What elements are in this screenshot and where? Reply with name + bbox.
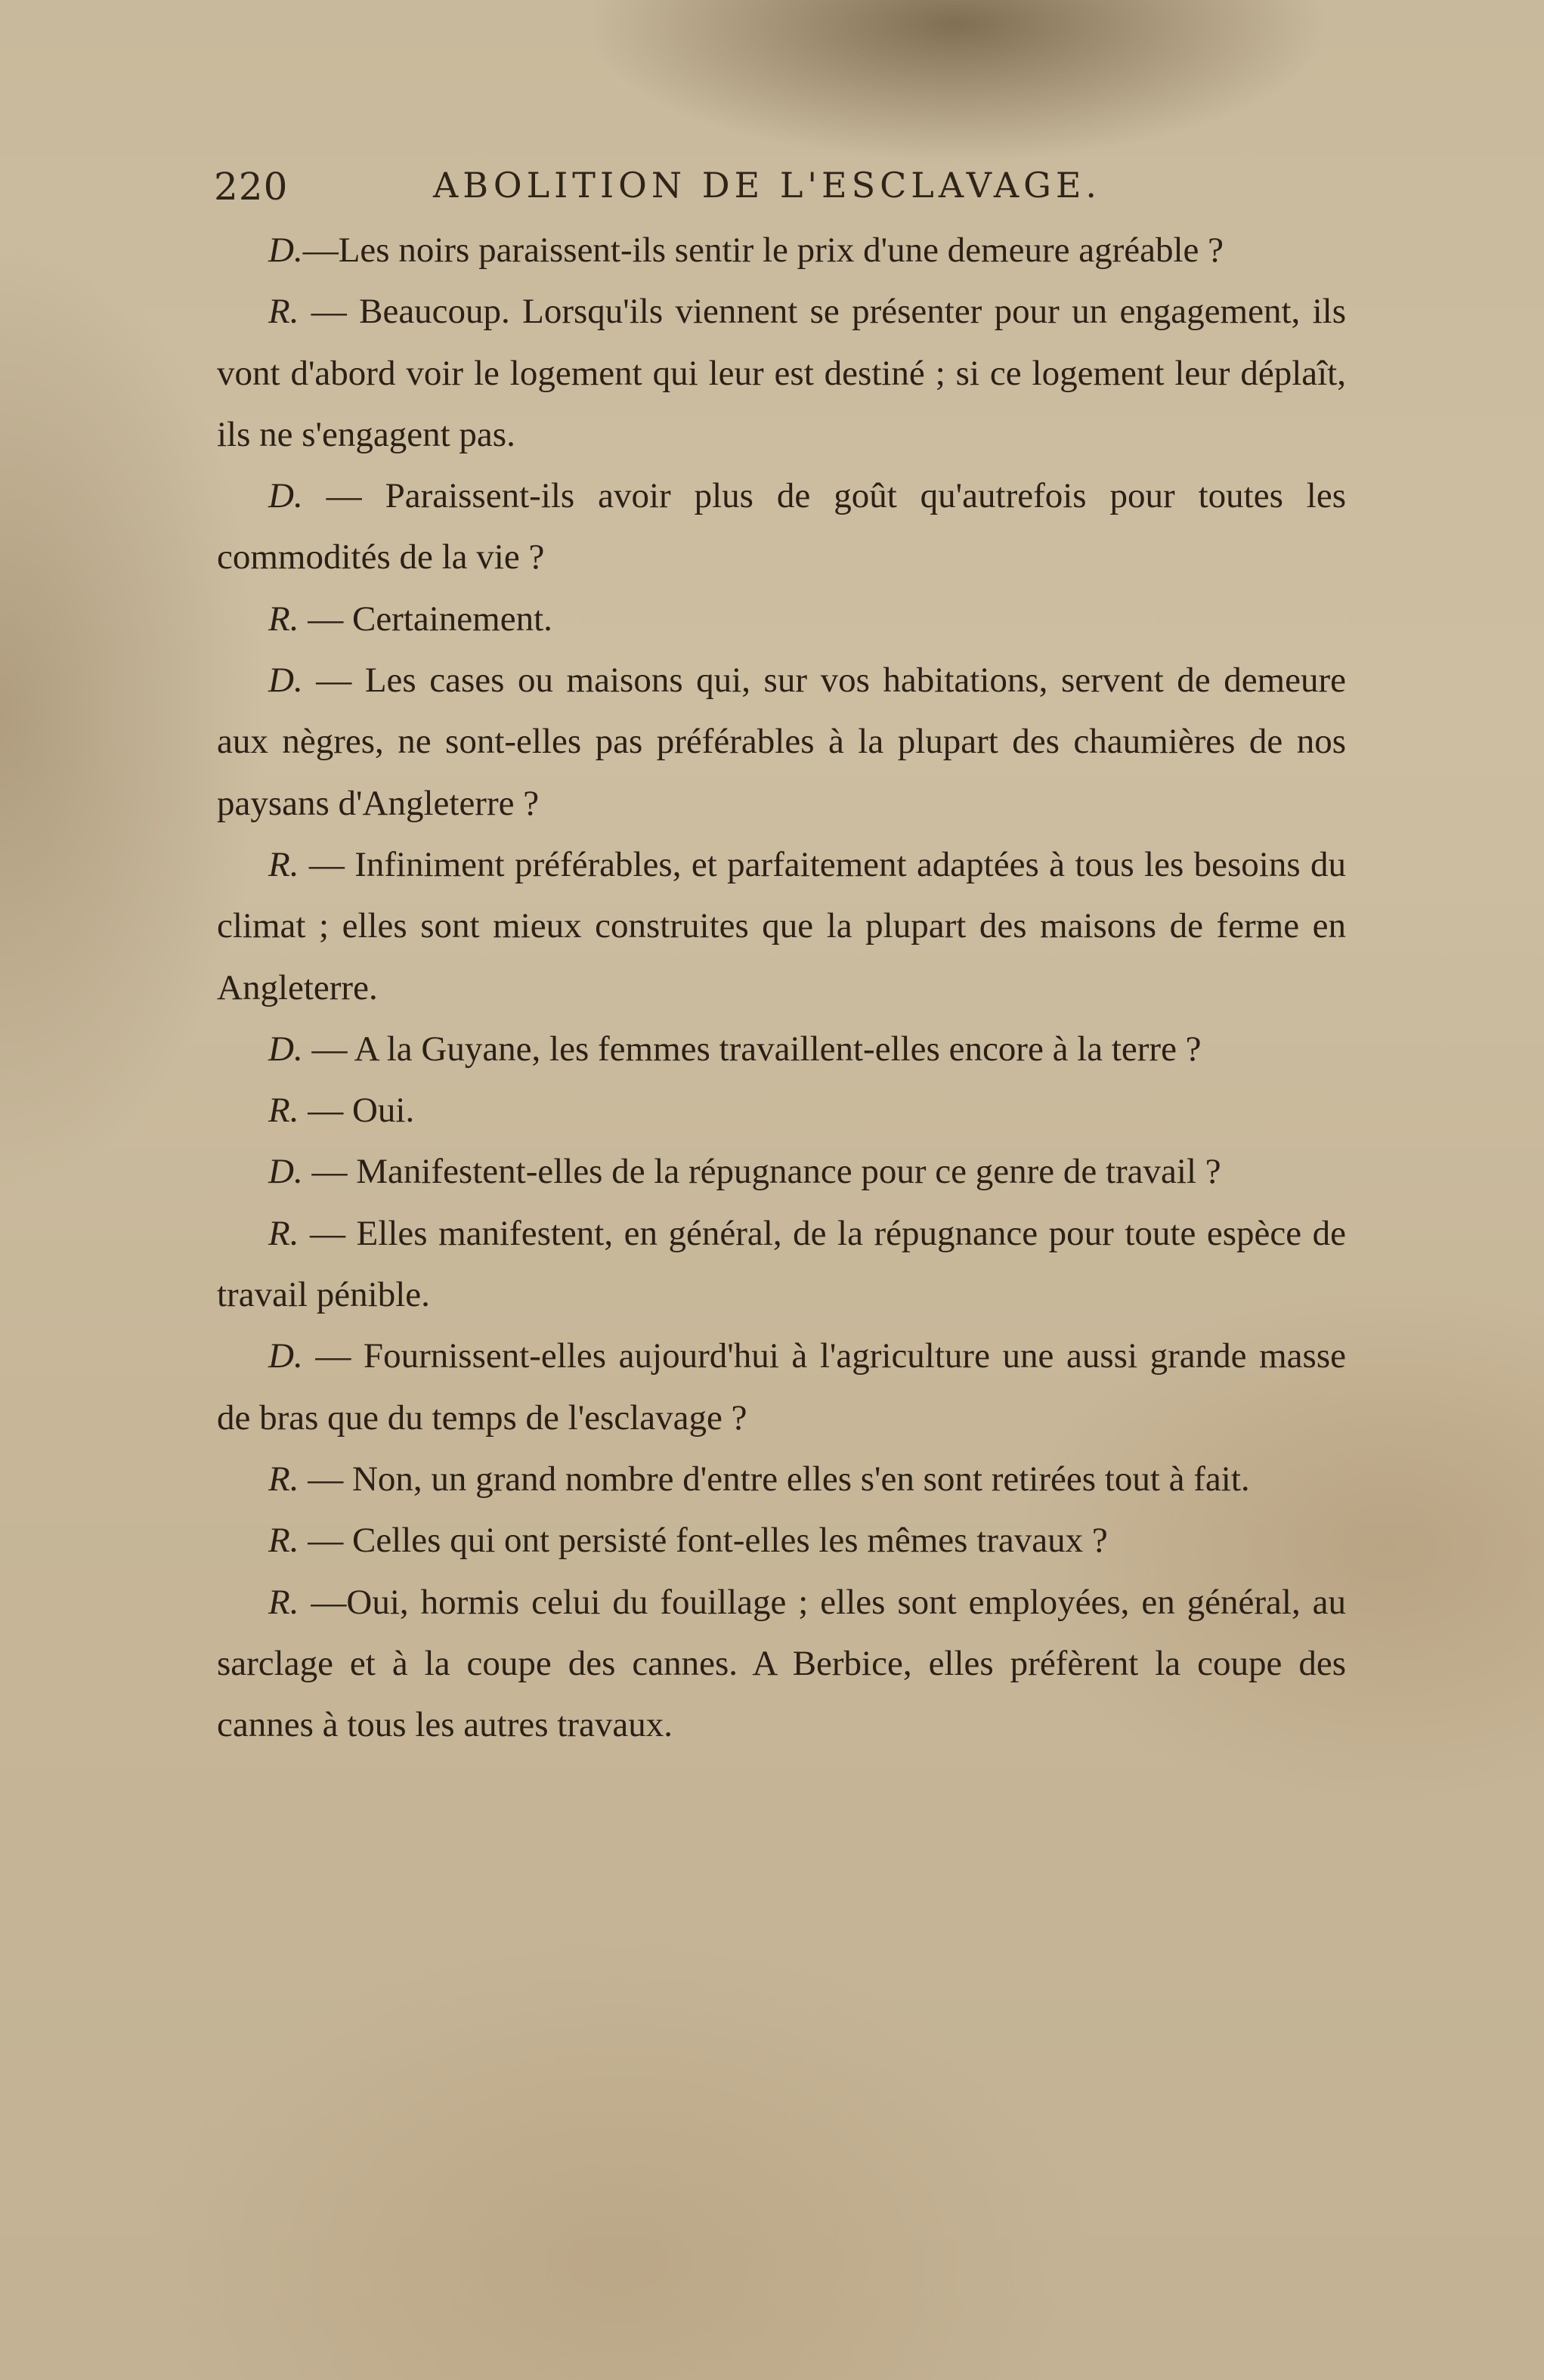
speaker-label: D. — [268, 1029, 303, 1069]
paragraph-text: — A la Guyane, les femmes travaillent-elles encore à la terre ? — [302, 1029, 1202, 1069]
paragraph-text: — Les cases ou maisons qui, sur vos habitations, servent de demeure aux nègres, ne sont-elles pas préférables à la plupart des chaumières de nos paysans d'Angleterre ? — [217, 661, 1346, 823]
speaker-label: R. — [268, 1582, 299, 1622]
speaker-label: D. — [268, 1336, 303, 1376]
body-text — [217, 220, 1346, 1756]
paragraph-text: — Oui. — [299, 1091, 415, 1131]
paragraph-text: — Fournissent-elles aujourd'hui à l'agriculture une aussi grande masse de bras que du temps de l'esclavage ? — [217, 1336, 1346, 1438]
running-title: ABOLITION DE L'ESCLAVAGE. — [433, 165, 1102, 206]
paragraph — [217, 834, 1346, 1019]
speaker-label: D. — [268, 1152, 303, 1192]
paragraph-text: — Elles manifestent, en général, de la répugnance pour toute espèce de travail pénible. — [217, 1213, 1346, 1315]
page-header — [214, 165, 1348, 218]
paragraph — [217, 1572, 1346, 1756]
paragraph — [217, 220, 1346, 281]
paragraph — [217, 466, 1346, 589]
speaker-label: D. — [268, 231, 303, 270]
paragraph — [217, 1141, 1346, 1202]
paragraph — [217, 1510, 1346, 1571]
speaker-label: D. — [268, 476, 303, 516]
speaker-label: R. — [268, 1091, 299, 1131]
speaker-label: D. — [268, 661, 303, 701]
paragraph — [217, 1019, 1346, 1080]
paragraph — [217, 1326, 1346, 1449]
paragraph — [217, 589, 1346, 650]
paragraph-text: — Paraissent-ils avoir plus de goût qu'autrefois pour toutes les commodités de la vie ? — [217, 476, 1346, 577]
paragraph-text: —Oui, hormis celui du fouillage ; elles sont employées, en général, au sarclage et à la coupe des cannes. A Berbice, elles préfèrent la coupe des cannes à tous les autres travaux. — [217, 1582, 1346, 1745]
paragraph — [217, 1080, 1346, 1141]
speaker-label: R. — [268, 1521, 299, 1561]
paragraph-text: — Certainement. — [299, 599, 552, 639]
paragraph-text: —Les noirs paraissent-ils sentir le prix d'une demeure agréable ? — [302, 231, 1224, 270]
speaker-label: R. — [268, 1213, 299, 1253]
paragraph-text: — Infiniment préférables, et parfaitement adaptées à tous les besoins du climat ; elles sont mieux construites que la plupart des maisons de ferme en Angleterre. — [217, 844, 1346, 1007]
page-number: 220 — [214, 165, 289, 209]
paragraph — [217, 1449, 1346, 1510]
paragraph-text: — Manifestent-elles de la répugnance pour ce genre de travail ? — [302, 1152, 1221, 1192]
speaker-label: R. — [268, 292, 299, 332]
paragraph-text: — Non, un grand nombre d'entre elles s'en sont retirées tout à fait. — [299, 1459, 1250, 1499]
paragraph — [217, 650, 1346, 834]
paragraph — [217, 281, 1346, 466]
paragraph — [217, 1203, 1346, 1326]
speaker-label: R. — [268, 599, 299, 639]
paragraph-text: — Beaucoup. Lorsqu'ils viennent se présenter pour un engagement, ils vont d'abord voir le logement qui leur est destiné ; si ce logement leur déplaît, ils ne s'engagent pas. — [217, 292, 1346, 454]
speaker-label: R. — [268, 844, 299, 884]
speaker-label: R. — [268, 1459, 299, 1499]
paragraph-text: — Celles qui ont persisté font-elles les mêmes travaux ? — [299, 1521, 1108, 1561]
